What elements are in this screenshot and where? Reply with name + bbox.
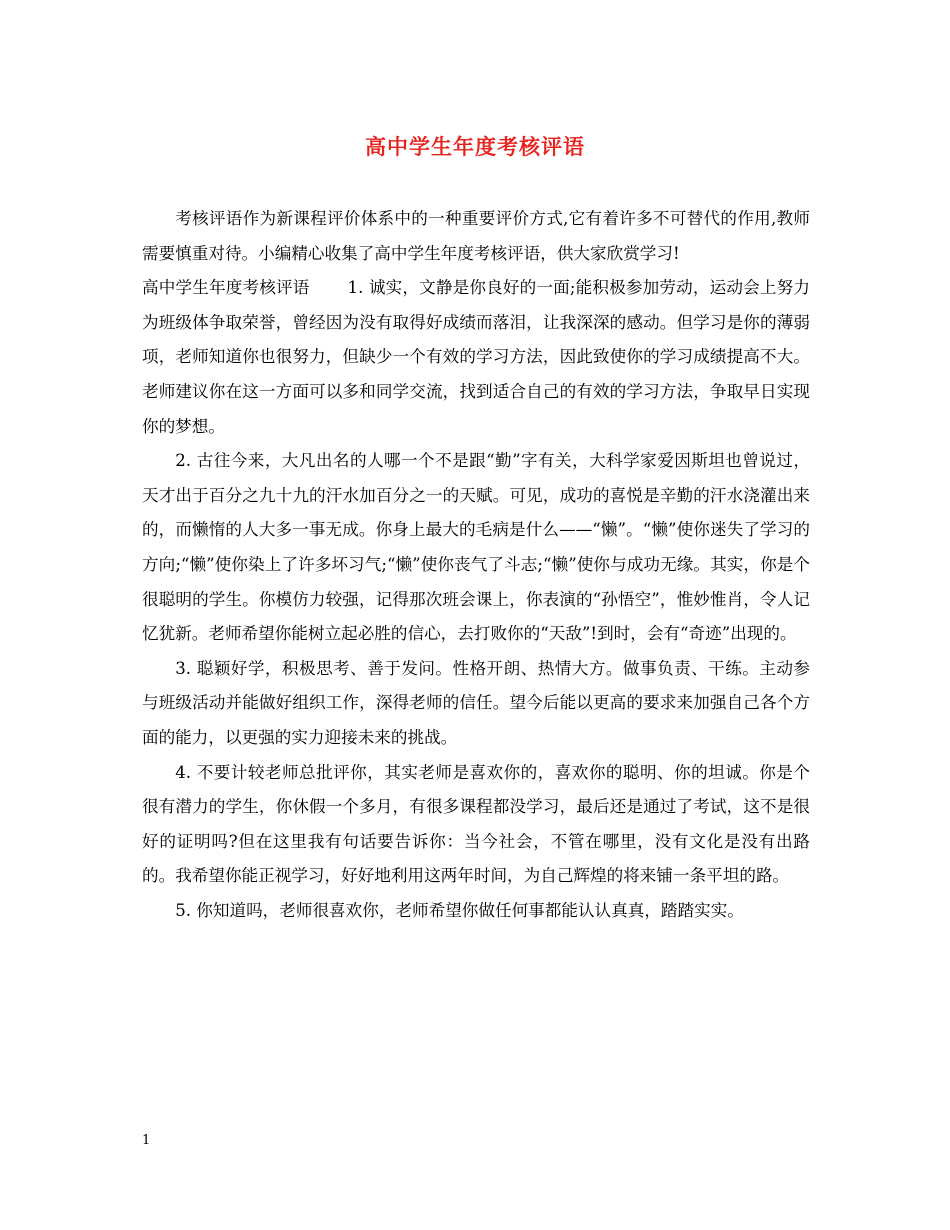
paragraph-5: 5. 你知道吗，老师很喜欢你，老师希望你做任何事都能认认真真，踏踏实实。 (175, 900, 744, 920)
paragraph-1-body: 1. 诚实，文静是你良好的一面;能积极参加劳动，运动会上努力为班级体争取荣誉，曾经因为没有取得好成绩而落泪，让我深深的感动。但学习是你的薄弱项，老师知道你也很努力，但缺少一个有效的学习方法，因此致使你的学习成绩提高不大。老师建议你在这一方面可以多和同学交流，找到适合自己的有效的学习方法，争取早日实现你的梦想。 (142, 278, 811, 436)
paragraph-1 (142, 271, 810, 444)
paragraph-4: 4. 不要计较老师总批评你，其实老师是喜欢你的，喜欢你的聪明、你的坦诚。你是个很有潜力的学生，你休假一个多月，有很多课程都没学习，最后还是通过了考试，这不是很好的证明吗?但在这里我有句话要告诉你：当今社会，不管在哪里，没有文化是没有出路的。我希望你能正视学习，好好地利用这两年时间，为自己辉煌的将来铺一条平坦的路。 (142, 762, 810, 886)
page-number: 1 (142, 1133, 151, 1148)
document-body (142, 202, 810, 928)
intro-paragraph: 考核评语作为新课程评价体系中的一种重要评价方式,它有着许多不可替代的作用,教师需要慎重对待。小编精心收集了高中学生年度考核评语，供大家欣赏学习! (142, 209, 810, 263)
paragraph-2: 2. 古往今来，大凡出名的人哪一个不是跟“勤”字有关，大科学家爱因斯坦也曾说过，天才出于百分之九十九的汗水加百分之一的天赋。可见，成功的喜悦是辛勤的汗水浇灌出来的，而懒惰的人大多一事无成。你身上最大的毛病是什么——“懒”。“懒”使你迷失了学习的方向;“懒”使你染上了许多坏习气;“懒”使你丧气了斗志;“懒”使你与成功无缘。其实，你是个很聪明的学生。你模仿力较强，记得那次班会课上，你表演的“孙悟空”，惟妙惟肖，令人记忆犹新。老师希望你能树立起必胜的信心，去打败你的“天敌”!到时，会有“奇迹”出现的。 (142, 451, 810, 644)
document-title: 高中学生年度考核评语 (365, 135, 585, 159)
paragraph-3: 3. 聪颖好学，积极思考、善于发问。性格开朗、热情大方。做事负责、干练。主动参与班级活动并能做好组织工作，深得老师的信任。望今后能以更高的要求来加强自己各个方面的能力，以更强的实力迎接未来的挑战。 (142, 658, 810, 747)
paragraph-1-heading: 高中学生年度考核评语 (142, 278, 310, 298)
